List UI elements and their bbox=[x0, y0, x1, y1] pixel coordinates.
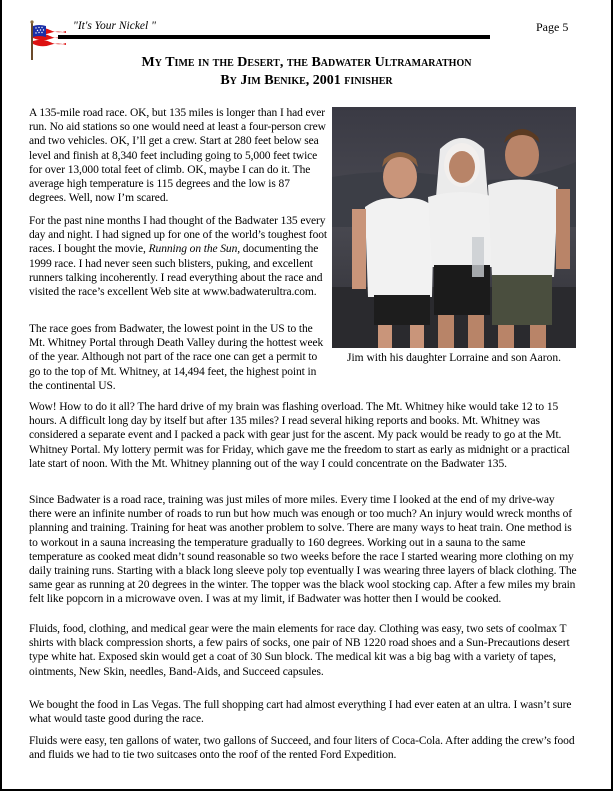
paragraph-text: documenting the 1999 race. I had never seen such blisters, puking, and excellent runners talking incoherently. I read everything about the race and visited the race’s excellent Web site at www.badwaterultra.com. bbox=[29, 243, 323, 299]
article-byline: By Jim Benike, 2001 finisher bbox=[220, 73, 393, 88]
paragraph: Fluids, food, clothing, and medical gear were the main elements for race day. Clothing was easy, two sets of coolmax T shirts with black compression shorts, a few pairs of socks, one pair of NB 1220 road shoes and a Sun-Precautions desert type white hat. Exposed skin would get a coat of 30 Sun block. The medical kit was a big bag with a variety of tapes, ointments, New Skin, needles, Band-Aids, and Succeed capsules. bbox=[29, 623, 570, 678]
page-number: Page 5 bbox=[536, 20, 569, 34]
paragraph: We bought the food in Las Vegas. The full shopping cart had almost everything I had ever eaten at an ultra. I wasn’t sure what would taste good during the race. bbox=[29, 699, 572, 726]
paragraph bbox=[29, 214, 329, 299]
article-title: My Time in the Desert, the Badwater Ultramarathon bbox=[141, 55, 472, 70]
paragraph: Wow! How to do it all? The hard drive of my brain was flashing overload. The Mt. Whitney hike would take 12 to 15 hours. A difficult long day by itself but after 135 miles? I read several hiking reports and books. Mt. Whitney was considered a separate event and I packed a pack with gear just for the ascent. My pack would be ready to go at the Mt. Whitney Portal. My lottery permit was for Friday, which gave me the freedom to start as early as midnight or a practical late start of noon. With the Mt. Whitney planning out of the way I could concentrate on the Badwater 135. bbox=[29, 401, 570, 470]
movie-title: Running on the Sun, bbox=[148, 243, 240, 256]
paragraph: Fluids were easy, ten gallons of water, two gallons of Succeed, and four liters of Coca-Cola. After adding the crew’s food and fluids we had to tie two suitcases onto the roof of the rented Ford Expedition. bbox=[29, 735, 575, 762]
photo-caption: Jim with his daughter Lorraine and son Aaron. bbox=[347, 352, 561, 364]
paragraph: The race goes from Badwater, the lowest point in the US to the Mt. Whitney Portal through Death Valley during the hottest week of the year. Although not part of the race one can get a permit to go to the top of Mt. Whitney, at 14,494 feet, the highest point in the continental US. bbox=[29, 323, 324, 392]
header-rule bbox=[58, 35, 490, 39]
paragraph: Since Badwater is a road race, training was just miles of more miles. Every time I looked at the end of my drive-way there were an infinite number of roads to run but how much was enough or too much? An injury would wreck months of planning and training. Training for heat was another problem to solve. There are many ways to heat train. One method is to workout in a sauna increasing the temperature gradually to 160 degrees. Working out in a sauna to the same temperature as cooked meat didn’t sound reasonable so two weeks before the race I started wearing more clothing on my daily training runs. Starting with a black long sleeve poly top eventually I was wearing three layers of black clothing. The same gear as running at 20 degrees in the winter. The topper was the black wool stocking cap. After a few miles my brain felt like popcorn in a microwave oven. I was at my limit, if Badwater was hotter then I would be cooked. bbox=[29, 494, 577, 606]
race-photo bbox=[332, 107, 576, 348]
paragraph: A 135-mile road race. OK, but 135 miles is longer than I had ever run. No aid stations so one would need at least a four-person crew and two vehicles. OK, I’ll get a crew. Start at 280 feet below sea level and finish at 8,340 feet including going to 5,000 feet twice for over 13,000 total feet of climb. OK, maybe I can do it. The average high temperature is 115 degrees and the low is 87 degrees. Well, now I’m scared. bbox=[29, 107, 326, 205]
running-title: "It's Your Nickel " bbox=[73, 20, 156, 32]
american-flag-icon bbox=[30, 20, 66, 60]
paragraph-text: For the past nine months I had thought of the Badwater 135 every day and night. I had signed up for one of the world’s toughest foot races. I bought the movie, bbox=[29, 215, 327, 256]
